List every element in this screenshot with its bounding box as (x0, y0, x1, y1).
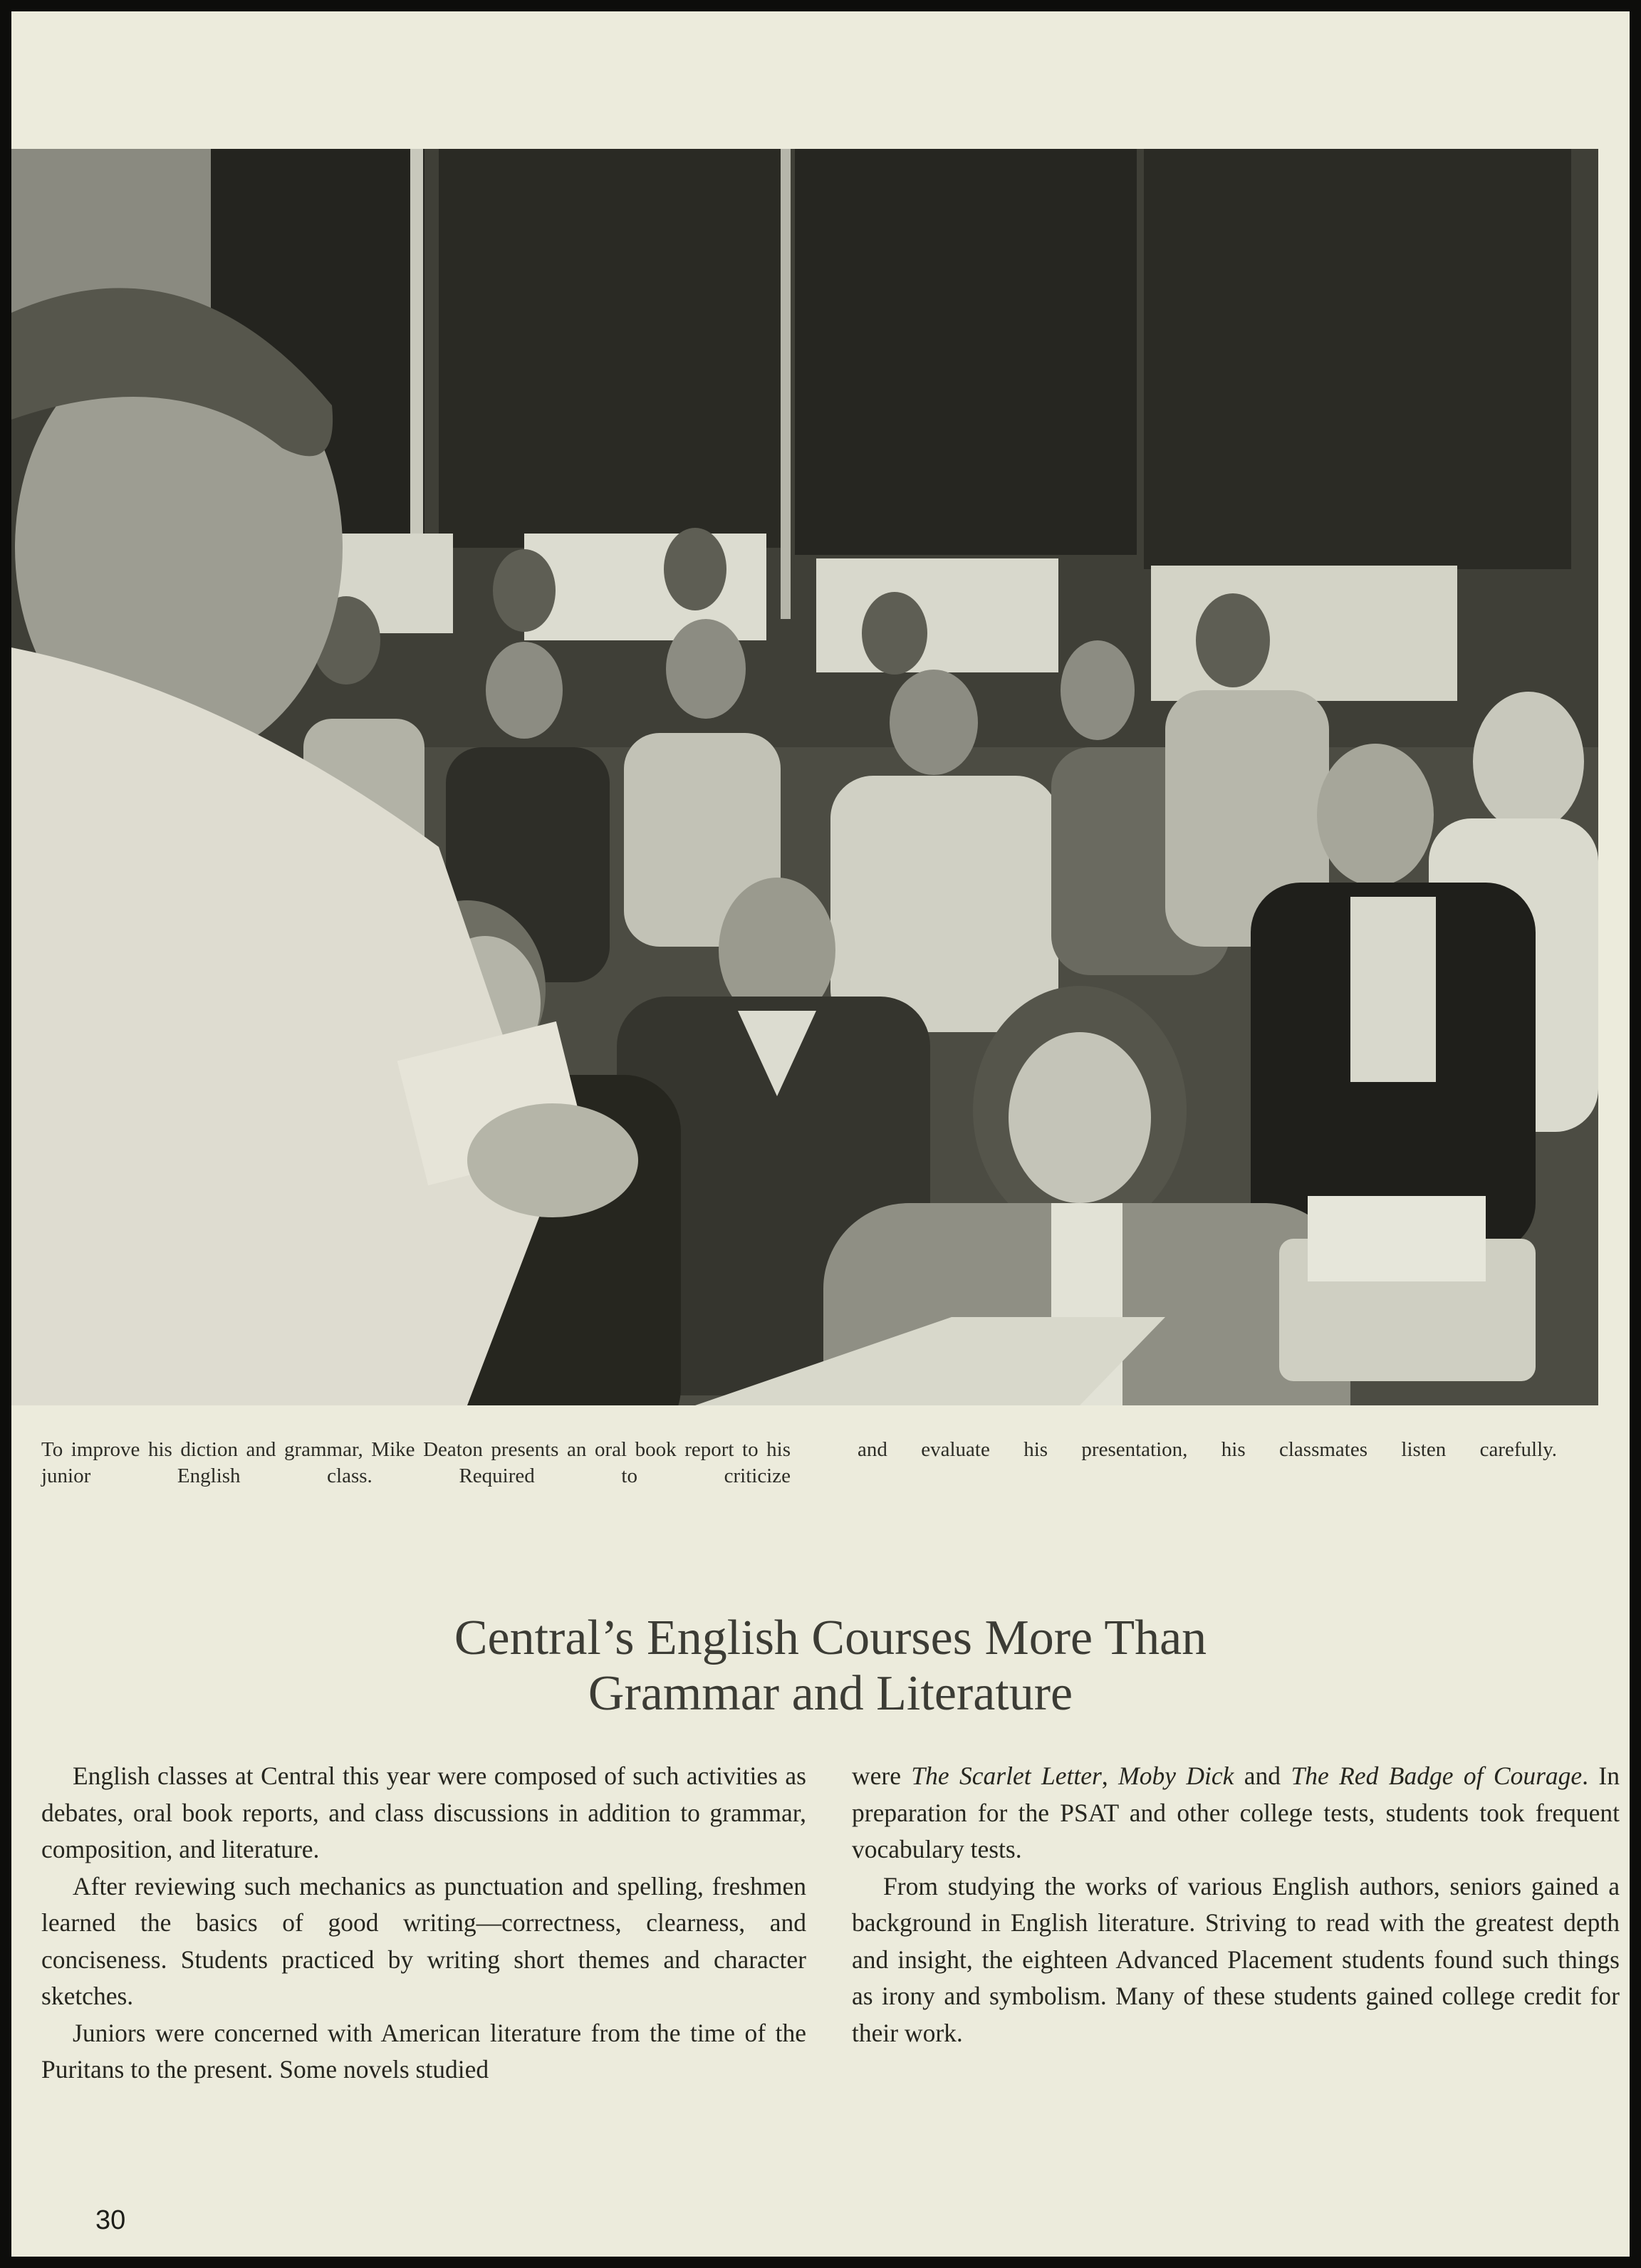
photo-caption-right: and evaluate his presentation, his classmates listen carefully. (858, 1438, 1557, 1461)
text-run: were (852, 1762, 912, 1790)
body-column-right (852, 1758, 1620, 2051)
yearbook-page (11, 11, 1630, 2257)
body-column-left (41, 1758, 806, 2088)
article-title (154, 1611, 1507, 1722)
paragraph: From studying the works of various English authors, seniors gained a background in English literature. Striving to read with the greatest depth and insight, the eighteen Advanced Placement students found such things as irony and symbolism. Many of these students gained college credit for their work. (852, 1871, 1620, 2047)
book-title: Moby Dick (1118, 1762, 1234, 1790)
classroom-photo-icon (11, 149, 1598, 1405)
book-title: The Red Badge of Courage (1291, 1762, 1583, 1790)
photo-caption-left: To improve his diction and grammar, Mike Deaton presents an oral book report to his junior English class. Required to criticize (41, 1438, 791, 1487)
paragraph: English classes at Central this year were composed of such activities as debates, oral book reports, and class discussions in addition to grammar, composition, and literature. (41, 1762, 806, 1863)
text-run: and (1234, 1762, 1291, 1790)
text-run: , (1101, 1762, 1119, 1790)
paragraph: After reviewing such mechanics as punctuation and spelling, freshmen learned the basics of good writing—correctness, clearness, and conciseness. Students practiced by writing short themes and character sketches. (41, 1871, 806, 2010)
title-line-2: Grammar and Literature (588, 1665, 1073, 1721)
book-title: The Scarlet Letter (911, 1762, 1102, 1790)
classroom-photo (11, 149, 1598, 1405)
page-number: 30 (95, 2205, 126, 2235)
text-run: . In preparation for the PSAT and other college tests, students took frequent vocabulary tests. (852, 1762, 1620, 1863)
paragraph: Juniors were concerned with American literature from the time of the Puritans to the present. Some novels studied (41, 2018, 806, 2084)
paragraph-continued (852, 1758, 1620, 1868)
title-line-1: Central’s English Courses More Than (454, 1610, 1207, 1665)
